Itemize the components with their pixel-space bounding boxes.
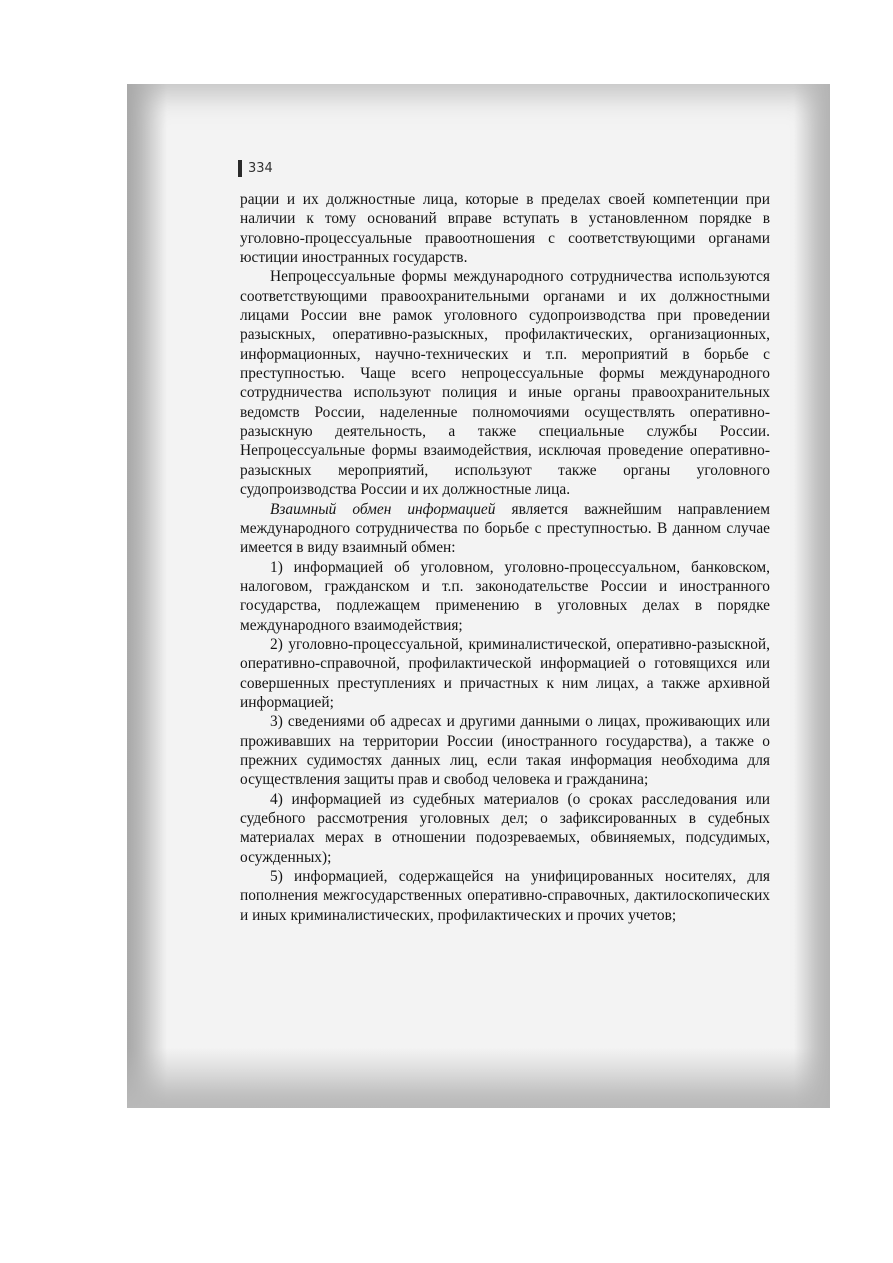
list-item-5: 5) информацией, содержащейся на унифицированных носителях, для пополнения межгосударственных оперативно-справочных, дактилоскопических и иных криминалистических, профилактических и прочих учетов; <box>240 868 770 924</box>
list-item-1: 1) информацией об уголовном, уголовно-процессуальном, банковском, налоговом, гражданском и т.п. законодательстве России и иностранного государства, подлежащем применению в уголовных делах в порядке международного взаимодействия; <box>240 558 770 634</box>
paragraph-nonprocedural-forms: Непроцессуальные формы международного сотрудничества используются соответствующими правоохранительными органами и их должностными лицами России вне рамок уголовного судопроизводства при проведении разыскных, оперативно-разыскных, профилактических, организационных, информационных, научно-технических и т.п. мероприятий в борьбе с преступностью. Чаще всего непроцессуальные формы международного сотрудничества используют полиция и иные органы правоохранительных ведомств России, наделенные полномочиями осуществлять оперативно-разыскную деятельность, а также специальные службы России. Непроцессуальные формы взаимодействия, исключая проведение оперативно-разыскных мероприятий, используют также органы уголовного судопроизводства России и их должностные лица. <box>240 268 770 499</box>
scan-shadow <box>127 1048 830 1108</box>
paragraph-information-exchange <box>240 500 770 558</box>
paragraph-continuation: рации и их должностные лица, которые в пределах своей компетенции при наличии к тому оснований вправе вступать в установленном порядке в уголовно-процессуальные правоотношения с соответствующими органами юстиции иностранных государств. <box>240 191 770 267</box>
list-item-3: 3) сведениями об адресах и другими данными о лицах, проживающих или проживавших на территории России (иностранного государства), а также о прежних судимостях данных лиц, если такая информация необходима для осуществления защиты прав и свобод человека и гражданина; <box>240 713 770 789</box>
list-item-2: 2) уголовно-процессуальной, криминалистической, оперативно-разыскной, оперативно-справочной, профилактической информацией о готовящихся или совершенных преступлениях и причастных к ним лицах, а также архивной информацией; <box>240 635 770 711</box>
paragraph-information-exchange-text: является важнейшим направлением международного сотрудничества по борьбе с преступностью. В данном случае имеется в виду взаимный обмен: <box>240 500 770 557</box>
page-number-bar <box>238 160 242 177</box>
page-body <box>240 190 770 925</box>
scanned-page <box>127 84 830 1108</box>
term-information-exchange: Взаимный обмен информацией <box>270 500 496 518</box>
page-number-text: 334 <box>248 161 273 176</box>
list-item-4: 4) информацией из судебных материалов (о сроках расследования или судебного рассмотрения уголовных дел; о зафиксированных в судебных материалах мерах в отношении подозреваемых, обвиняемых, подсудимых, осужденных); <box>240 790 770 866</box>
page-number <box>238 160 273 177</box>
